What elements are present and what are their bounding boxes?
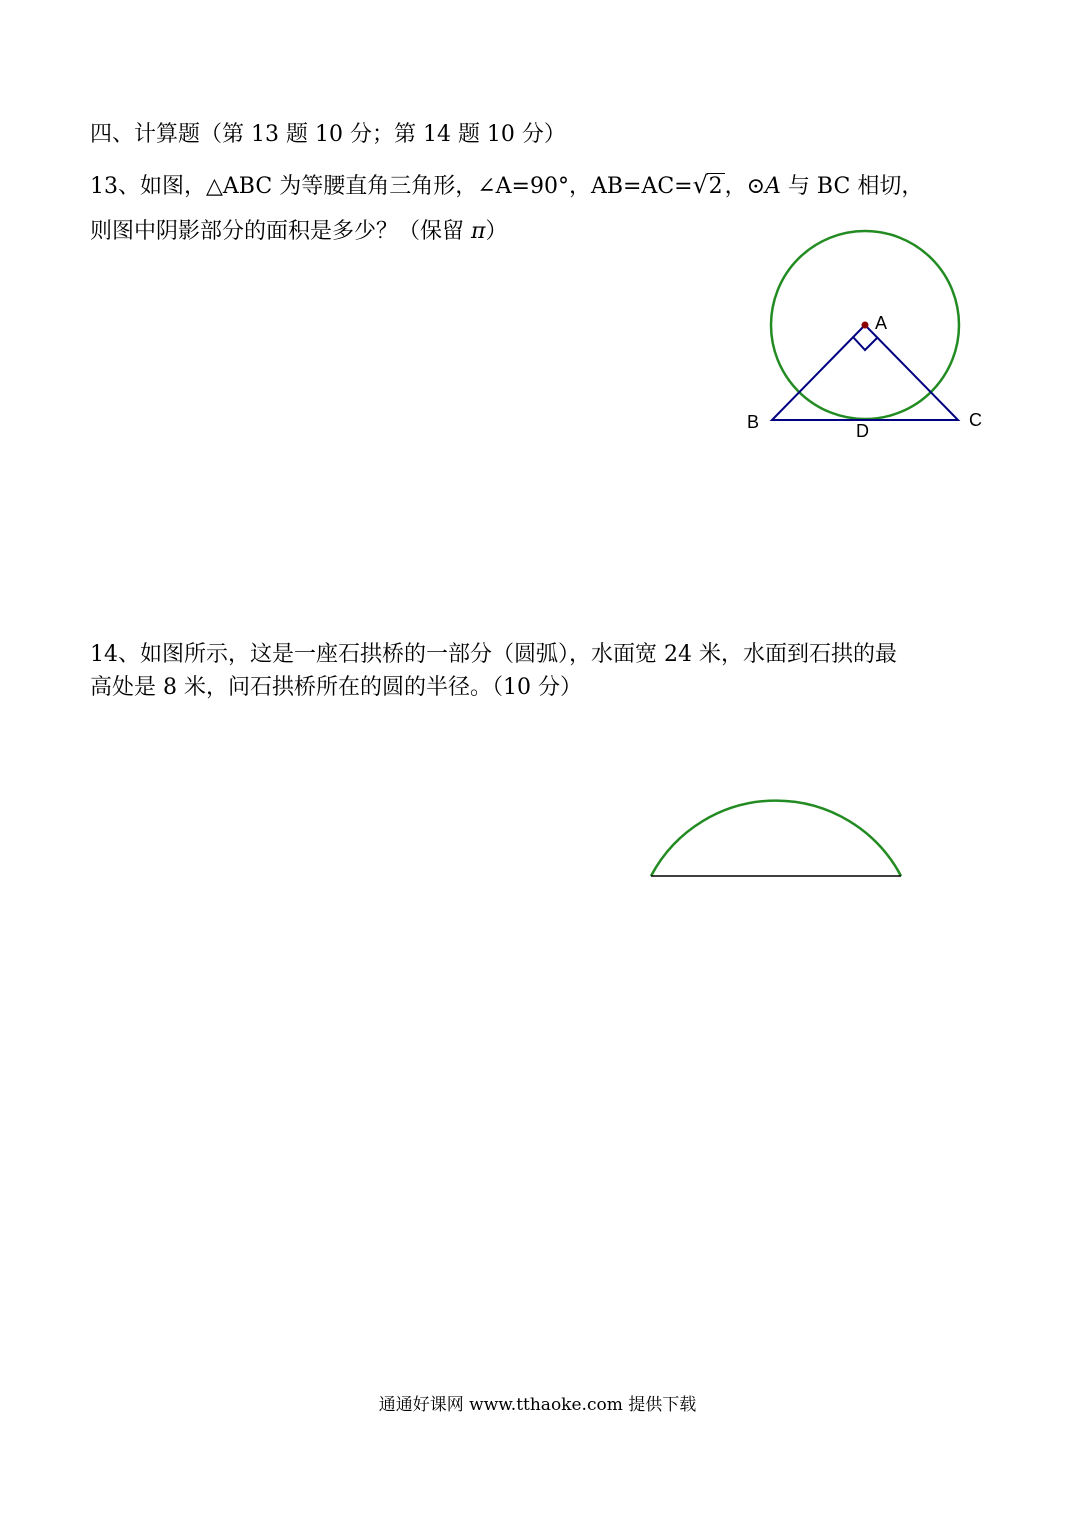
- q13-text-suffix: 与 BC 相切，: [780, 174, 924, 199]
- section-heading: 四、计算题（第 13 题 10 分；第 14 题 10 分）: [90, 122, 566, 147]
- q13-circle-variable: A: [765, 174, 781, 199]
- q13-line2-suffix: ）: [485, 219, 508, 244]
- sqrt-radicand: 2: [708, 174, 723, 199]
- q13-text-mid: ，⊙: [724, 174, 766, 199]
- page-footer: 通通好课网 www.tthaoke.com 提供下载: [378, 1395, 697, 1415]
- q14-line-2: 高处是 8 米，问石拱桥所在的圆的半径。（10 分）: [90, 675, 582, 700]
- label-c: C: [969, 410, 982, 430]
- q13-text-prefix: 13、如图，△ABC 为等腰直角三角形，∠A=90°，AB=AC=: [90, 174, 693, 199]
- label-d: D: [856, 421, 869, 441]
- label-a: A: [875, 313, 888, 333]
- radical-sign-icon: √: [692, 171, 708, 199]
- q13-line2-prefix: 则图中阴影部分的面积是多少？（保留: [90, 219, 471, 244]
- q14-line-1: 14、如图所示，这是一座石拱桥的一部分（圆弧），水面宽 24 米，水面到石拱的最: [90, 642, 897, 667]
- bridge-arc: [651, 801, 901, 876]
- pi-symbol: π: [471, 219, 486, 244]
- label-b: B: [747, 412, 760, 432]
